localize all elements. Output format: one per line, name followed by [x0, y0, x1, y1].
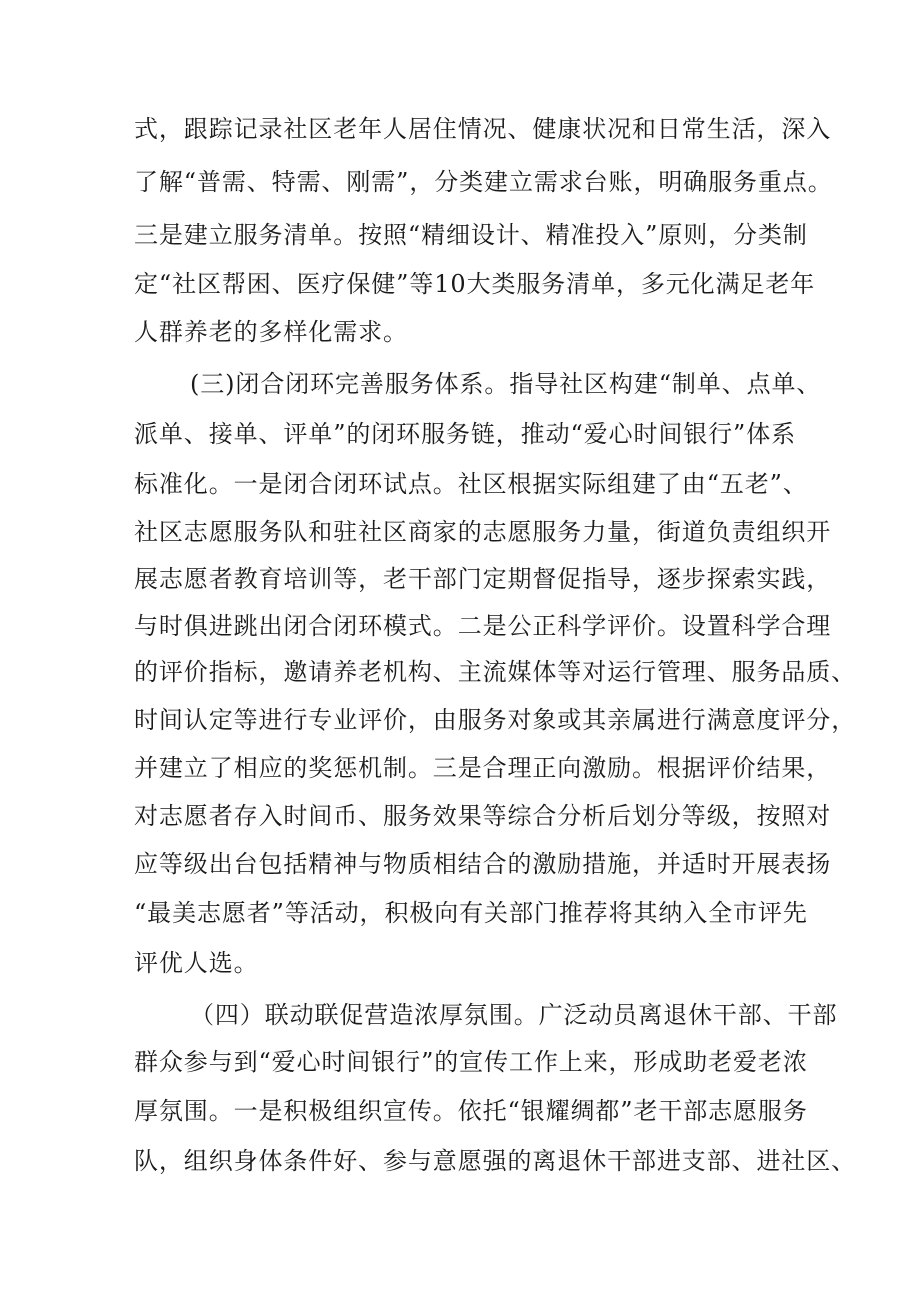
text-line: 派单、接单、评单”的闭环服务链，推动“爱心时间银行”体系 — [134, 420, 797, 448]
text-line: 评优人选。 — [134, 949, 259, 977]
text-line: 时间认定等进行专业评价，由服务对象或其亲属进行满意度评分， — [134, 706, 857, 734]
text-line: 展志愿者教育培训等，老干部门定期督促指导，逐步探索实践， — [134, 565, 832, 593]
section-heading-line: （四）联动联促营造浓厚氛围。广泛动员离退休干部、干部 — [190, 1001, 838, 1029]
text-line: 了解“普需、特需、刚需”，分类建立需求台账，明确服务重点。 — [134, 168, 833, 196]
text-line: 应等级出台包括精神与物质相结合的激励措施，并适时开展表扬 — [134, 850, 832, 878]
text-line: 社区志愿服务队和驻社区商家的志愿服务力量，街道负责组织开 — [134, 518, 832, 546]
text-line: 标准化。一是闭合闭环试点。社区根据实际组建了由“五老”、 — [134, 470, 808, 498]
text-line: 的评价指标，邀请养老机构、主流媒体等对运行管理、服务品质、 — [134, 658, 857, 686]
text-line: 厚氛围。一是积极组织宣传。依托“银耀绸都”老干部志愿服务 — [134, 1097, 808, 1125]
section-heading-line: (三)闭合闭环完善服务体系。指导社区构建“制单、点单、 — [190, 370, 822, 398]
text-line: 定“社区帮困、医疗保健”等10大类服务清单，多元化满足老年 — [134, 270, 816, 298]
text-line: 并建立了相应的奖惩机制。三是合理正向激励。根据评价结果， — [134, 754, 832, 782]
text-line: 队，组织身体条件好、参与意愿强的离退休干部进支部、进社区、 — [134, 1147, 857, 1175]
text-line: 与时俱进跳出闭合闭环模式。二是公正科学评价。设置科学合理 — [134, 612, 832, 640]
text-line: 三是建立服务清单。按照“精细设计、精准投入”原则，分类制 — [134, 221, 808, 249]
text-line: 对志愿者存入时间币、服务效果等综合分析后划分等级，按照对 — [134, 802, 832, 830]
text-line: 式，跟踪记录社区老年人居住情况、健康状况和日常生活，深入 — [134, 115, 832, 143]
text-line: 人群养老的多样化需求。 — [134, 318, 408, 346]
text-line: 群众参与到“爱心时间银行”的宣传工作上来，形成助老爱老浓 — [134, 1048, 808, 1076]
text-line: “最美志愿者”等活动，积极向有关部门推荐将其纳入全市评先 — [134, 899, 808, 927]
